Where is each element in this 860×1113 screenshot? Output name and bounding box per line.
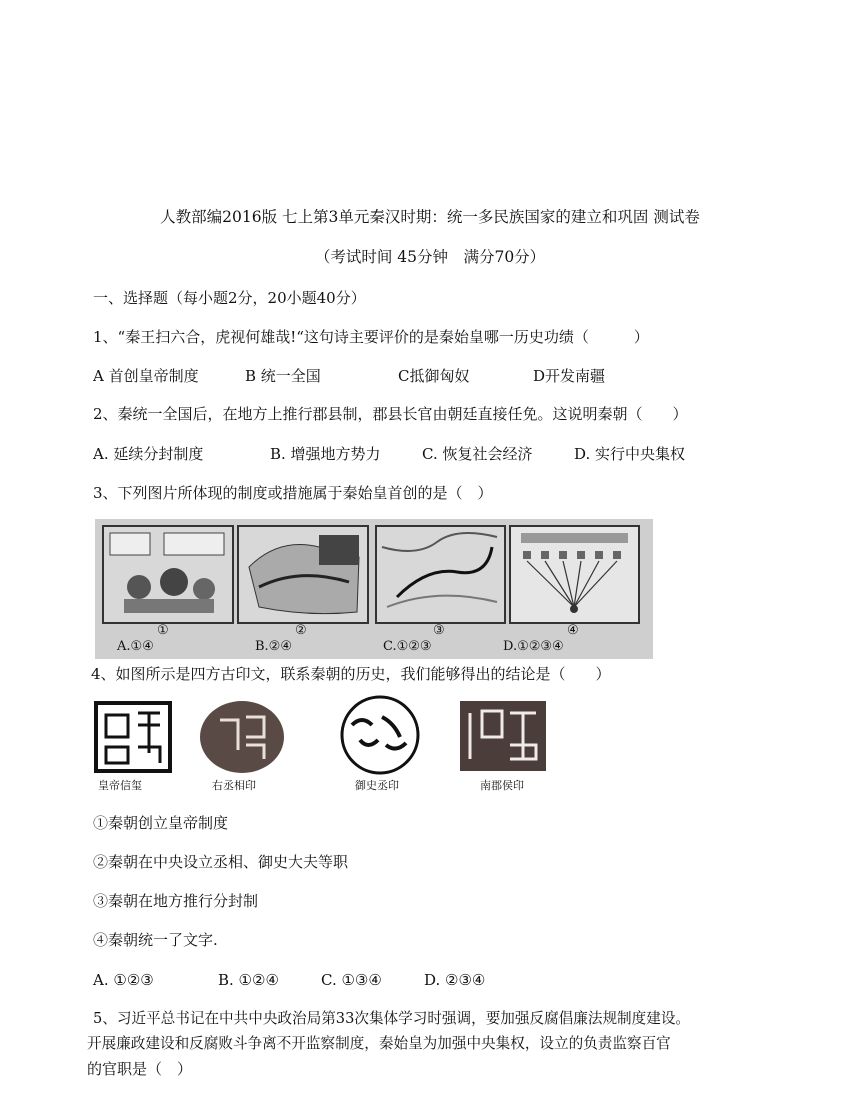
q4-statement-4: ④秦朝统一了文字.	[93, 931, 218, 949]
q1-option-b[interactable]: B 统一全国	[245, 367, 321, 385]
q4-option-a[interactable]: A. ①②③	[93, 971, 154, 989]
hierarchy-diagram	[511, 527, 638, 622]
seal-impressions-image	[90, 695, 560, 775]
q2-option-b[interactable]: B. 增强地方势力	[270, 445, 381, 463]
q1-option-c[interactable]: C抵御匈奴	[398, 367, 470, 385]
q4-statement-2: ②秦朝在中央设立丞相、御史大夫等职	[93, 853, 349, 871]
seal-caption-4: 南郡侯印	[480, 779, 524, 792]
question-4-stem: 4、如图所示是四方古印文，联系秦朝的历史，我们能够得出的结论是（ ）	[91, 665, 611, 683]
q3-panel-3-image	[375, 525, 506, 624]
canal-map-illustration	[377, 527, 504, 622]
q4-option-c[interactable]: C. ①③④	[321, 971, 382, 989]
seal-caption-3: 御史丞印	[355, 779, 399, 792]
question-3-stem: 3、下列图片所体现的制度或措施属于秦始皇首创的是（ ）	[93, 484, 493, 502]
page-subtitle: （考试时间 45分钟 满分70分）	[314, 248, 546, 266]
question-5-line-3: 的官职是（ ）	[87, 1060, 193, 1078]
q3-option-a[interactable]: A.①④	[117, 639, 154, 654]
q4-option-d[interactable]: D. ②③④	[424, 971, 486, 989]
q2-option-d[interactable]: D. 实行中央集权	[574, 445, 686, 463]
q3-option-d[interactable]: D.①②③④	[503, 639, 564, 654]
q3-panel-2-image	[237, 525, 369, 624]
q4-statement-3: ③秦朝在地方推行分封制	[93, 892, 259, 910]
q3-panel-1-image	[102, 525, 234, 624]
q3-panel-label-2: ②	[295, 623, 307, 638]
question-1-stem: 1、“秦王扫六合，虎视何雄哉!“这句诗主要评价的是秦始皇哪一历史功绩（ ）	[93, 328, 649, 346]
q1-option-d[interactable]: D开发南疆	[533, 367, 606, 385]
question-5-line-1: 5、习近平总书记在中共中央政治局第33次集体学习时强调，要加强反腐倡廉法规制度建设。	[93, 1010, 691, 1027]
map-illustration	[239, 527, 367, 622]
q3-panel-label-3: ③	[433, 623, 445, 638]
seal-caption-2: 右丞相印	[212, 779, 256, 792]
q2-option-c[interactable]: C. 恢复社会经济	[422, 445, 533, 463]
question-2-stem: 2、秦统一全国后，在地方上推行郡县制，郡县长官由朝廷直接任免。这说明秦朝（ ）	[93, 405, 688, 423]
q1-option-a[interactable]: A 首创皇帝制度	[93, 367, 199, 385]
page-title: 人教部编2016版 七上第3单元秦汉时期：统一多民族国家的建立和巩固 测试卷	[160, 208, 700, 226]
q4-statement-1: ①秦朝创立皇帝制度	[93, 814, 229, 832]
q4-seals-figure	[90, 695, 560, 795]
q3-option-c[interactable]: C.①②③	[383, 639, 432, 654]
section-heading: 一、选择题（每小题2分，20小题40分）	[93, 289, 366, 307]
q3-panel-label-1: ①	[157, 623, 169, 638]
q3-option-b[interactable]: B.②④	[255, 639, 292, 654]
q4-option-b[interactable]: B. ①②④	[218, 971, 279, 989]
question-5-line-2: 开展廉政建设和反腐败斗争离不开监察制度，秦始皇为加强中央集权，设立的负责监察百官	[87, 1035, 671, 1052]
emperor-court-illustration	[104, 527, 232, 622]
q3-panel-label-4: ④	[567, 623, 579, 638]
seal-caption-1: 皇帝信玺	[98, 779, 142, 792]
q2-option-a[interactable]: A. 延续分封制度	[93, 445, 204, 463]
q3-panel-4-image	[509, 525, 640, 624]
q3-figure	[95, 519, 653, 659]
